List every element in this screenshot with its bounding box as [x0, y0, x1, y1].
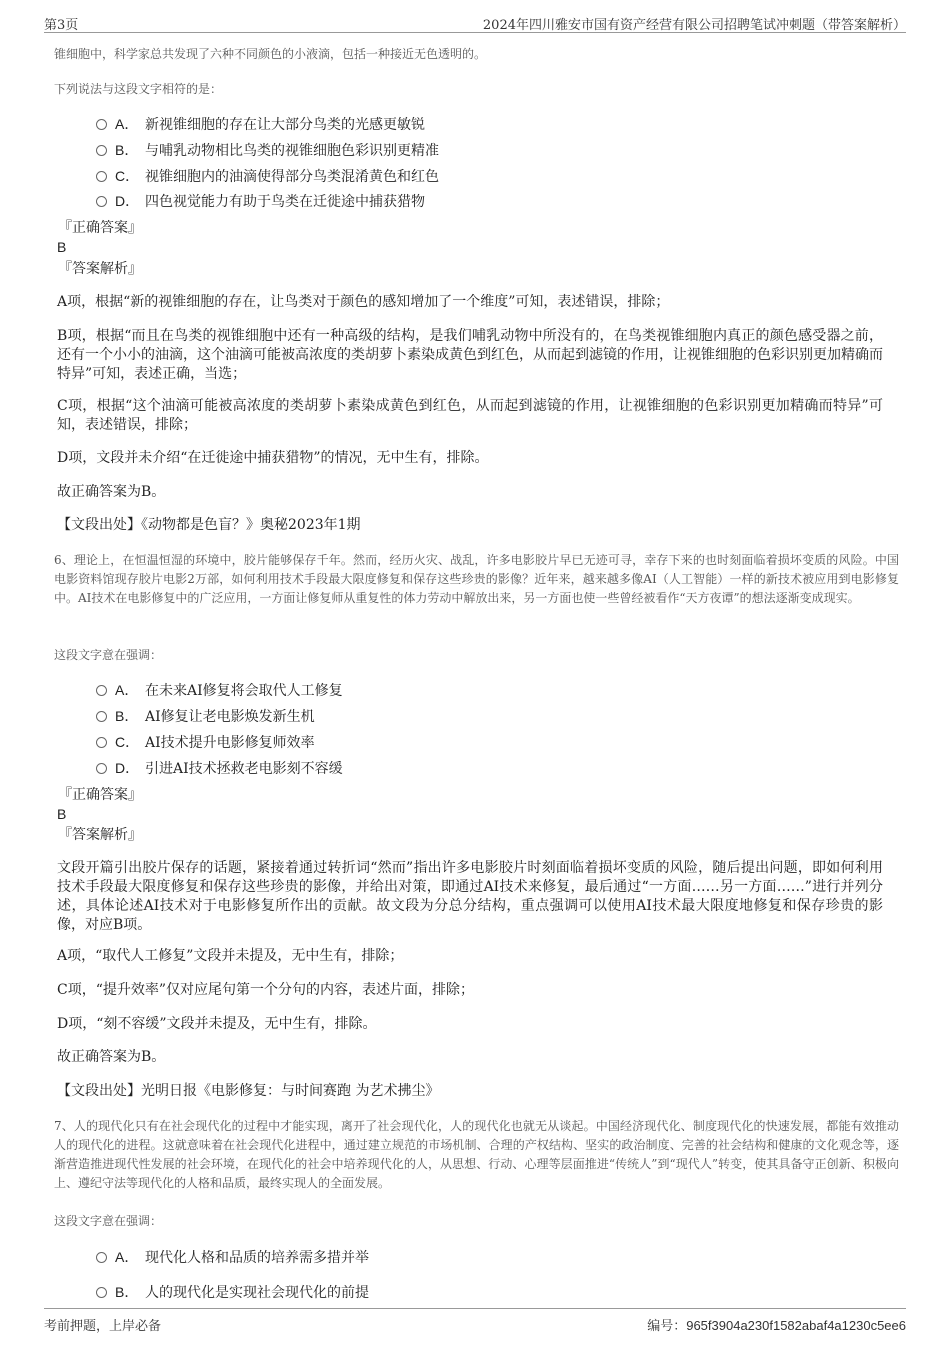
- q5-analysis-c: C项，根据“这个油滴可能被高浓度的类胡萝卜素染成黄色到红色，从而起到滤镜的作用，让视锥细胞的色彩识别更加精确而特异”可知，表述错误，排除；: [57, 398, 883, 433]
- q7-option-b[interactable]: B． 人的现代化是实现社会现代化的前提: [96, 1282, 369, 1303]
- q6-passage: 6、理论上，在恒温恒湿的环境中，胶片能够保存千年。然而，经历火灾、战乱，许多电影胶片早已无迹可寻，幸存下来的也时刻面临着损坏变质的风险。中国电影资料馆现存胶片电影2万部，如何利用技术手段最大限度修复和保存这些珍贵的影像？近年来，越来越多像AI（人工智能）一样的新技术被应用到电影修复中。AI技术在电影修复中的广泛应用，一方面让修复师从重复性的体力劳动中解放出来，另一方面也使一些曾经被看作“天方夜谭”的想法逐渐变成现实。: [54, 553, 899, 605]
- q5-analysis-a: A项，根据“新的视锥细胞的存在，让鸟类对于颜色的感知增加了一个维度”可知，表述错误，排除；: [57, 294, 670, 310]
- q6-option-b[interactable]: B． AI修复让老电影焕发新生机: [96, 706, 315, 727]
- q5-option-d[interactable]: D． 四色视觉能力有助于鸟类在迁徙途中捕获猎物: [96, 191, 425, 212]
- q5-analysis-d: D项，文段并未介绍“在迁徙途中捕获猎物”的情况，无中生有，排除。: [57, 450, 489, 466]
- radio-icon[interactable]: [96, 711, 107, 722]
- q6-prompt: 这段文字意在强调：: [54, 648, 163, 662]
- q6-answer: B: [57, 806, 67, 822]
- q5-option-c[interactable]: C． 视锥细胞内的油滴使得部分鸟类混淆黄色和红色: [96, 166, 439, 187]
- q6-answer-label: 『正确答案』: [58, 787, 142, 803]
- page-footer: [44, 1308, 906, 1333]
- q6-option-a[interactable]: A． 在未来AI修复将会取代人工修复: [96, 680, 343, 701]
- radio-icon[interactable]: [96, 1287, 107, 1298]
- radio-icon[interactable]: [96, 763, 107, 774]
- q6-analysis-label: 『答案解析』: [58, 827, 142, 843]
- q5-option-b[interactable]: B． 与哺乳动物相比鸟类的视锥细胞色彩识别更精准: [96, 140, 439, 161]
- q5-analysis-label: 『答案解析』: [58, 261, 142, 277]
- radio-icon[interactable]: [96, 737, 107, 748]
- q6-option-c[interactable]: C． AI技术提升电影修复师效率: [96, 732, 315, 753]
- q6-analysis-summary: 文段开篇引出胶片保存的话题，紧接着通过转折词“然而”指出许多电影胶片时刻面临着损坏变质的风险，随后提出问题，即如何利用技术手段最大限度修复和保存这些珍贵的影像，并给出对策，即通过AI技术来修复，最后通过“一方面……另一方面……”进行并列分述，具体论述AI技术对于电影修复所作出的贡献。故文段为分总分结构，重点强调可以使用AI技术最大限度地修复和保存珍贵的影像，对应B项。: [57, 860, 883, 933]
- radio-icon[interactable]: [96, 171, 107, 182]
- document-code: 编号：965f3904a230f1582abaf4a1230c5ee6: [647, 1318, 906, 1333]
- footer-slogan: 考前押题，上岸必备: [44, 1319, 162, 1334]
- q5-passage-tail: 锥细胞中，科学家总共发现了六种不同颜色的小液滴，包括一种接近无色透明的。: [54, 47, 487, 61]
- page-number: 第3页: [44, 18, 79, 33]
- q7-prompt: 这段文字意在强调：: [54, 1214, 163, 1228]
- radio-icon[interactable]: [96, 1252, 107, 1263]
- q5-source: 【文段出处】《动物都是色盲？》奥秘2023年1期: [57, 517, 361, 533]
- q6-analysis-c: C项，“提升效率”仅对应尾句第一个分句的内容，表述片面，排除；: [57, 982, 475, 998]
- q5-option-a[interactable]: A． 新视锥细胞的存在让大部分鸟类的光感更敏锐: [96, 114, 425, 135]
- radio-icon[interactable]: [96, 685, 107, 696]
- q6-option-d[interactable]: D． 引进AI技术拯救老电影刻不容缓: [96, 758, 343, 779]
- q7-option-a[interactable]: A． 现代化人格和品质的培养需多措并举: [96, 1247, 369, 1268]
- q5-prompt: 下列说法与这段文字相符的是：: [54, 82, 223, 96]
- q6-analysis-a: A项，“取代人工修复”文段并未提及，无中生有，排除；: [57, 948, 404, 964]
- document-title: 2024年四川雅安市国有资产经营有限公司招聘笔试冲刺题（带答案解析）: [482, 18, 906, 33]
- q5-conclusion: 故正确答案为B。: [57, 484, 166, 500]
- q5-analysis-b: B项，根据“而且在鸟类的视锥细胞中还有一种高级的结构，是我们哺乳动物中所没有的，在鸟类视锥细胞内真正的颜色感受器之前，还有一个小小的油滴，这个油滴可能被高浓度的类胡萝卜素染成黄色到红色，从而起到滤镜的作用，让视锥细胞的色彩识别更加精确而特异”可知，表述正确，当选；: [57, 328, 883, 382]
- radio-icon[interactable]: [96, 196, 107, 207]
- q7-passage: 7、人的现代化只有在社会现代化的过程中才能实现，离开了社会现代化，人的现代化也就无从谈起。中国经济现代化、制度现代化的快速发展，都能有效推动人的现代化的进程。这就意味着在社会现代化进程中，通过建立规范的市场机制、合理的产权结构、坚实的政治制度、完善的社会结构和健康的文化观念等，逐渐营造推进现代性发展的社会环境，在现代化的社会中培养现代化的人，从思想、行动、心理等层面推进“传统人”到“现代人”转变，使其具备守正创新、积极向上、遵纪守法等现代化的人格和品质，最终实现人的全面发展。: [54, 1119, 899, 1190]
- q5-answer-label: 『正确答案』: [58, 220, 142, 236]
- q6-analysis-d: D项，“刻不容缓”文段并未提及，无中生有，排除。: [57, 1016, 377, 1032]
- page-header: [44, 12, 906, 33]
- q6-source: 【文段出处】光明日报《电影修复：与时间赛跑 为艺术拂尘》: [57, 1083, 440, 1099]
- q6-conclusion: 故正确答案为B。: [57, 1049, 166, 1065]
- radio-icon[interactable]: [96, 119, 107, 130]
- q5-answer: B: [57, 239, 67, 255]
- radio-icon[interactable]: [96, 145, 107, 156]
